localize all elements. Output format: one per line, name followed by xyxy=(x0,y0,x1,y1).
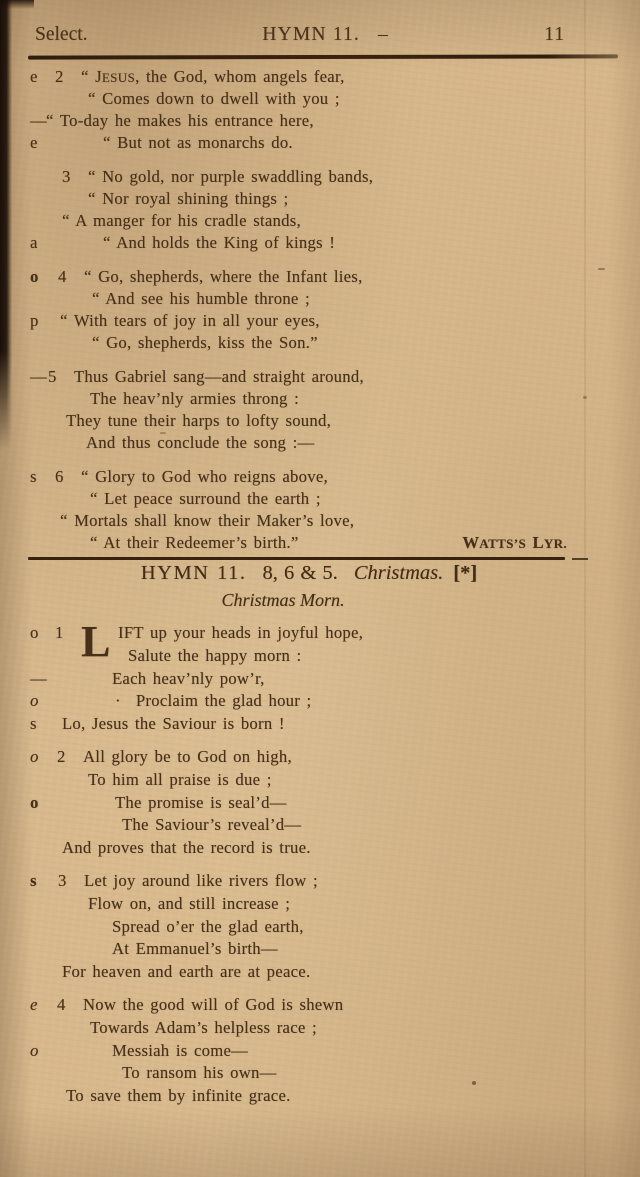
verse-text: To save them by infinite grace. xyxy=(66,1086,291,1106)
hymn-line xyxy=(30,668,612,691)
header-rule xyxy=(28,54,618,59)
hymn-line xyxy=(30,713,612,736)
verse-text: “ To-day he makes his entrance here, xyxy=(46,111,314,130)
verse-text: “ But not as monarchs do. xyxy=(103,133,293,152)
running-head-hymn-number: HYMN 11. xyxy=(262,24,360,45)
running-head-title xyxy=(30,24,620,46)
hymn-line xyxy=(30,132,612,154)
hymn-11-verses xyxy=(30,617,612,1108)
verse-text: Each heav’nly pow’r, xyxy=(112,668,265,688)
hymn-line xyxy=(30,746,612,769)
running-head-dash: – xyxy=(377,24,388,45)
verse-text: At Emmanuel’s birth— xyxy=(112,939,278,959)
verse-text: And proves that the record is true. xyxy=(62,838,311,858)
section-divider-dash xyxy=(572,558,588,560)
verse-number: 3 xyxy=(62,167,71,186)
verse-text: Towards Adam’s helpless race ; xyxy=(90,1017,317,1037)
page-corner-shadow xyxy=(0,0,34,9)
expression-mark: s xyxy=(30,714,37,734)
verse-text: “ Go, shepherds, where the Infant lies, xyxy=(84,267,363,286)
verse-text: The heav’nly armies throng : xyxy=(90,389,300,408)
verse-number: 2 xyxy=(55,67,64,86)
hymn-line xyxy=(30,532,612,554)
expression-mark: a xyxy=(30,233,38,252)
hymn-line xyxy=(30,410,612,432)
verse-text: Spread o’er the glad earth, xyxy=(112,916,304,936)
verse-text: Flow on, and still increase ; xyxy=(88,893,291,913)
verse-number: 6 xyxy=(55,467,64,486)
section-divider-rule xyxy=(28,557,565,560)
hymn-tune-mark: [*] xyxy=(453,562,478,584)
hymn-line xyxy=(30,645,612,668)
verse-text: Thus Gabriel sang—and straight around, xyxy=(74,367,364,386)
verse-text: The promise is seal’d— xyxy=(115,792,287,812)
verse-number: 2 xyxy=(57,746,66,766)
hymn-line xyxy=(30,994,612,1017)
hymn-line xyxy=(30,288,612,310)
hymn-line xyxy=(30,792,612,815)
verse-text: “ Go, shepherds, kiss the Son.” xyxy=(92,333,318,352)
hymn-line xyxy=(30,510,612,532)
expression-mark: e xyxy=(30,994,38,1014)
verse-text: “ Mortals shall know their Maker’s love, xyxy=(60,511,355,530)
hymn-10-continuation xyxy=(30,66,612,554)
verse-text: “ Nor royal shining things ; xyxy=(88,189,289,208)
verse-text: All glory be to God on high, xyxy=(83,746,292,766)
hymn-topic: Christmas. xyxy=(353,562,444,584)
verse-text: · Proclaim the glad hour ; xyxy=(115,691,312,711)
attribution: WATTS’S LYR. xyxy=(462,533,567,552)
verse-number: 1 xyxy=(55,623,64,642)
hymn-line xyxy=(30,893,612,916)
verse-text: Lo, Jesus the Saviour is born ! xyxy=(62,714,285,734)
hymn-line xyxy=(30,332,612,354)
verse-text: “ And see his humble throne ; xyxy=(92,289,310,308)
verse-number: 3 xyxy=(58,870,67,890)
verse-text: “ At their Redeemer’s birth.” xyxy=(90,533,299,552)
hymn-line xyxy=(30,432,612,454)
verse-text: “ No gold, nor purple swaddling bands, xyxy=(88,167,374,186)
paper-speck xyxy=(598,268,605,270)
verse-number: 4 xyxy=(58,267,67,286)
hymn-meter: 8, 6 & 5. xyxy=(262,562,338,584)
running-head xyxy=(30,24,620,52)
hymn-line xyxy=(30,814,612,837)
paper-speck xyxy=(472,1081,476,1085)
hymn-line xyxy=(30,88,612,110)
hymn-line xyxy=(30,1040,612,1063)
verse-text: “ With tears of joy in all your eyes, xyxy=(60,311,320,330)
hymn-line xyxy=(30,188,612,210)
expression-mark: s xyxy=(30,870,37,890)
verse-text: Messiah is come— xyxy=(112,1040,248,1060)
verse-text: “ JESUS, the God, whom angels fear, xyxy=(81,67,345,86)
verse-text: “ Glory to God who reigns above, xyxy=(81,467,328,486)
verse-text: And thus conclude the song :— xyxy=(86,433,315,452)
hymn-line xyxy=(30,166,612,188)
expression-mark: o xyxy=(30,746,39,766)
expression-mark: — xyxy=(30,111,47,130)
hymn-line xyxy=(30,870,612,893)
drop-cap: L xyxy=(81,617,111,666)
paper-speck xyxy=(160,432,166,434)
hymn-line xyxy=(30,488,612,510)
expression-mark: s xyxy=(30,467,37,486)
expression-mark: o xyxy=(30,792,39,812)
hymn-11-heading xyxy=(20,562,598,585)
hymn-line xyxy=(30,110,612,132)
verse-text: To ransom his own— xyxy=(122,1063,277,1083)
hymn-line xyxy=(30,210,612,232)
expression-mark: e xyxy=(30,133,38,152)
hymn-line xyxy=(30,1062,612,1085)
verse-text: To him all praise is due ; xyxy=(88,769,272,789)
hymn-line xyxy=(30,232,612,254)
expression-mark: — xyxy=(30,668,47,688)
verse-text: Let joy around like rivers flow ; xyxy=(84,870,318,890)
verse-text: The Saviour’s reveal’d— xyxy=(122,815,302,835)
running-head-section: Select. xyxy=(35,24,88,45)
hymn-line xyxy=(30,266,612,288)
expression-mark: p xyxy=(30,311,39,330)
verse-number: 5 xyxy=(48,367,57,386)
hymn-line xyxy=(30,310,612,332)
verse-text: “ Let peace surround the earth ; xyxy=(90,489,321,508)
hymn-line xyxy=(30,66,612,88)
hymn-subtitle: Christmas Morn. xyxy=(221,590,345,610)
expression-mark: o xyxy=(30,691,39,711)
hymn-line xyxy=(30,938,612,961)
hymn-line xyxy=(30,1085,612,1108)
expression-mark: o xyxy=(30,267,39,286)
verse-text: “ And holds the King of kings ! xyxy=(103,233,336,252)
expression-mark: e xyxy=(30,67,38,86)
hymn-line xyxy=(30,1017,612,1040)
verse-text: “ A manger for his cradle stands, xyxy=(62,211,301,230)
verse-text: Now the good will of God is shewn xyxy=(83,994,344,1014)
expression-mark: o xyxy=(30,623,39,642)
verse-text: IFT up your heads in joyful hope, xyxy=(118,623,364,642)
page-number: 11 xyxy=(544,24,565,45)
hymn-line xyxy=(30,466,612,488)
page-edge-shadow xyxy=(0,0,12,450)
hymn-line xyxy=(30,690,612,713)
verse-text: “ Comes down to dwell with you ; xyxy=(88,89,340,108)
verse-number: 4 xyxy=(57,994,66,1014)
hymn-line xyxy=(30,366,612,388)
verse-text: For heaven and earth are at peace. xyxy=(62,962,311,982)
expression-mark: — xyxy=(30,367,47,386)
hymn-line xyxy=(30,837,612,860)
hymn-number: HYMN 11. xyxy=(140,562,247,584)
hymn-line xyxy=(30,769,612,792)
verse-text: Salute the happy morn : xyxy=(128,645,302,665)
paper-speck xyxy=(583,396,587,399)
hymn-line xyxy=(30,961,612,984)
verse-text: They tune their harps to lofty sound, xyxy=(66,411,332,430)
hymn-line xyxy=(30,388,612,410)
expression-mark: o xyxy=(30,1040,39,1060)
hymn-line xyxy=(30,916,612,939)
